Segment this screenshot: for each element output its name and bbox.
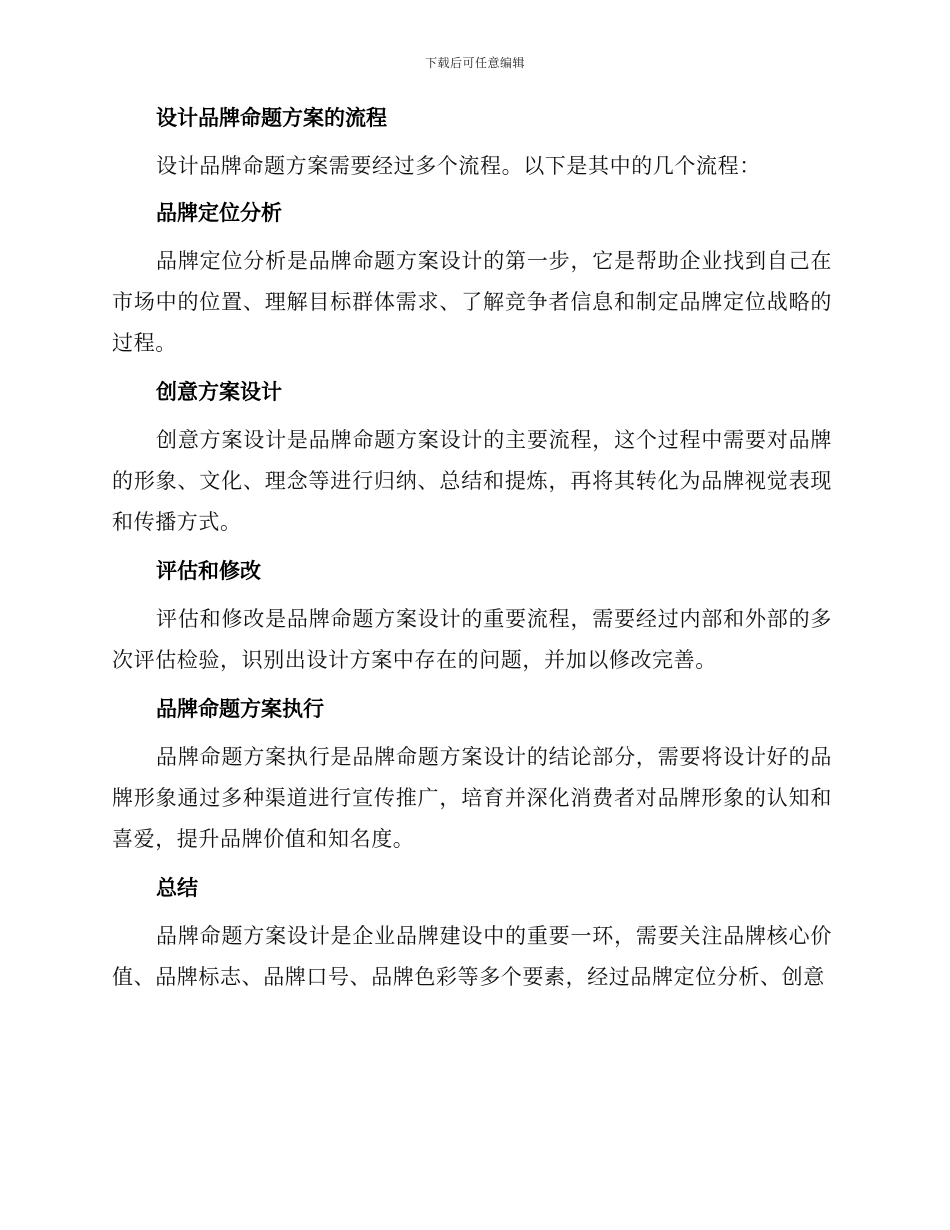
document-body bbox=[112, 104, 832, 1012]
paragraph-positioning: 品牌定位分析是品牌命题方案设计的第一步，它是帮助企业找到自己在市场中的位置、理解目标群体需求、了解竞争者信息和制定品牌定位战略的过程。 bbox=[112, 249, 832, 355]
section-heading-execution: 品牌命题方案执行 bbox=[156, 697, 324, 721]
section-heading-evaluation: 评估和修改 bbox=[156, 559, 261, 583]
section-heading-summary: 总结 bbox=[156, 876, 198, 900]
paragraph-evaluation: 评估和修改是品牌命题方案设计的重要流程，需要经过内部和外部的多次评估检验，识别出设计方案中存在的问题，并加以修改完善。 bbox=[112, 607, 832, 672]
paragraph-execution: 品牌命题方案执行是品牌命题方案设计的结论部分，需要将设计好的品牌形象通过多种渠道进行宣传推广，培育并深化消费者对品牌形象的认知和喜爱，提升品牌价值和知名度。 bbox=[112, 745, 832, 851]
section-heading-process: 设计品牌命题方案的流程 bbox=[156, 106, 387, 130]
section-heading-creative: 创意方案设计 bbox=[156, 380, 282, 404]
paragraph-summary: 品牌命题方案设计是企业品牌建设中的重要一环，需要关注品牌核心价值、品牌标志、品牌口号、品牌色彩等多个要素，经过品牌定位分析、创意 bbox=[112, 924, 832, 989]
paragraph-process-intro: 设计品牌命题方案需要经过多个流程。以下是其中的几个流程： bbox=[156, 154, 761, 178]
paragraph-creative: 创意方案设计是品牌命题方案设计的主要流程，这个过程中需要对品牌的形象、文化、理念等进行归纳、总结和提炼，再将其转化为品牌视觉表现和传播方式。 bbox=[112, 428, 832, 534]
page-header-note: 下载后可任意编辑 bbox=[424, 56, 525, 70]
section-heading-positioning: 品牌定位分析 bbox=[156, 201, 282, 225]
